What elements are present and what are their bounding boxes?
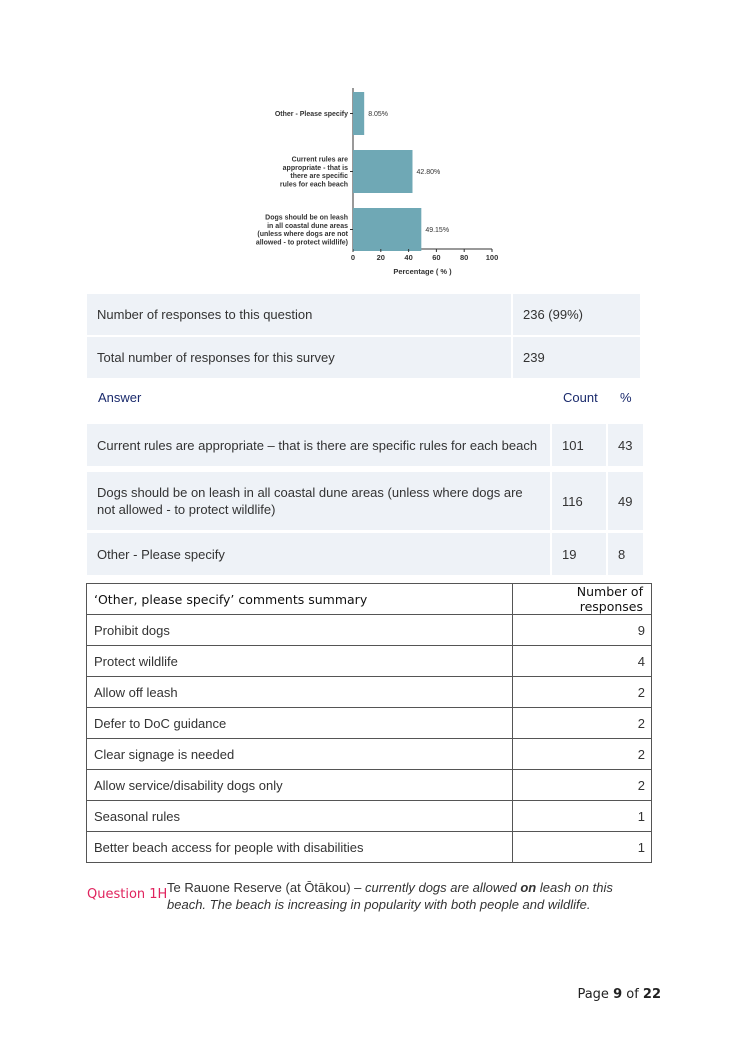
comment-label: Allow off leash	[87, 677, 513, 708]
category-label-line: rules for each beach	[279, 181, 348, 189]
category-label-line: appropriate - that is	[282, 164, 348, 172]
x-tick-label: 100	[485, 253, 499, 262]
comment-count: 2	[513, 739, 652, 770]
answer-text: Dogs should be on leash in all coastal dune areas (unless where dogs are not allowed - to protect wildlife)	[87, 472, 550, 530]
comment-count: 1	[513, 801, 652, 832]
answer-count: 116	[552, 472, 606, 530]
question-label: Question 1H	[87, 887, 168, 902]
x-tick-label: 0	[350, 253, 356, 262]
page-number	[577, 987, 661, 1002]
category-label-line: Other - Please specify	[274, 111, 348, 118]
answer-percent: 49	[608, 472, 643, 530]
x-tick-label: 20	[376, 253, 385, 262]
comment-label: Better beach access for people with disabilities	[87, 832, 513, 863]
comment-count: 2	[513, 770, 652, 801]
comment-row	[87, 801, 652, 832]
comments-header-row	[87, 584, 652, 615]
comment-count: 1	[513, 832, 652, 863]
summary-value: 239	[513, 337, 640, 378]
question-place: Te Rauone Reserve (at Ōtākou) –	[167, 880, 365, 895]
comment-row	[87, 646, 652, 677]
answer-percent: 8	[608, 533, 643, 575]
comment-label: Protect wildlife	[87, 646, 513, 677]
comment-label: Prohibit dogs	[87, 615, 513, 646]
current-page: 9	[613, 987, 623, 1002]
answer-row	[87, 424, 643, 466]
comment-count: 2	[513, 677, 652, 708]
category-label-line: in all coastal dune areas	[267, 222, 348, 230]
x-tick-label: 80	[460, 253, 469, 262]
value-label-3: 49.15%	[425, 227, 450, 234]
summary-value: 236 (99%)	[513, 294, 640, 335]
comment-row	[87, 832, 652, 863]
answer-text: Current rules are appropriate – that is there are specific rules for each beach	[87, 424, 550, 466]
comment-row	[87, 708, 652, 739]
answer-percent: 43	[608, 424, 643, 466]
category-label-line: allowed - to protect wildlife)	[255, 239, 348, 247]
question-bold: on	[520, 880, 537, 895]
answer-header: Answer	[98, 390, 142, 405]
summary-label: Total number of responses for this survey	[87, 337, 511, 378]
summary-row-survey-responses	[87, 337, 643, 378]
question-italic-1: currently dogs are allowed	[365, 880, 521, 895]
summary-label: Number of responses to this question	[87, 294, 511, 335]
value-label-1: 8.05%	[368, 111, 389, 118]
question-italic-2: leash on this beach. The beach is increasing in popularity with both people and wildlife.	[167, 880, 613, 912]
comment-label: Seasonal rules	[87, 801, 513, 832]
bar-3	[353, 208, 421, 251]
comment-row	[87, 739, 652, 770]
answer-text: Other - Please specify	[87, 533, 550, 575]
percent-header: %	[620, 390, 632, 405]
category-label-3	[256, 215, 349, 247]
page-prefix: Page	[577, 987, 614, 1002]
count-header: Count	[563, 390, 598, 405]
total-pages: 22	[642, 987, 661, 1002]
x-tick-label: 60	[432, 253, 441, 262]
category-label-line: (unless where dogs are not	[257, 231, 348, 239]
answer-table-header	[87, 380, 643, 416]
x-axis-title: Percentage ( % )	[393, 267, 452, 276]
category-label-1	[275, 111, 348, 118]
summary-row-question-responses	[87, 294, 643, 335]
comment-count: 9	[513, 615, 652, 646]
x-tick-label: 40	[404, 253, 413, 262]
bar-2	[353, 150, 412, 193]
bar-1	[353, 92, 364, 135]
comments-summary-header: ‘Other, please specify’ comments summary	[87, 584, 513, 615]
comment-count: 4	[513, 646, 652, 677]
comment-count: 2	[513, 708, 652, 739]
comment-label: Clear signage is needed	[87, 739, 513, 770]
value-label-2: 42.80%	[416, 169, 441, 176]
question-text	[167, 879, 647, 913]
comment-row	[87, 677, 652, 708]
answer-count: 101	[552, 424, 606, 466]
answer-row	[87, 533, 643, 575]
category-label-2	[280, 157, 348, 189]
category-label-line: Current rules are	[291, 156, 348, 164]
comments-summary-table	[86, 583, 652, 863]
category-label-line: Dogs should be on leash	[265, 214, 348, 222]
comment-label: Allow service/disability dogs only	[87, 770, 513, 801]
answer-row	[87, 472, 643, 530]
comment-row	[87, 615, 652, 646]
answer-count: 19	[552, 533, 606, 575]
comment-label: Defer to DoC guidance	[87, 708, 513, 739]
comment-row	[87, 770, 652, 801]
number-of-responses-header: Number of responses	[513, 584, 652, 615]
category-label-line: there are specific	[290, 173, 348, 181]
percentage-bar-chart	[248, 84, 518, 284]
page-of: of	[622, 987, 643, 1002]
